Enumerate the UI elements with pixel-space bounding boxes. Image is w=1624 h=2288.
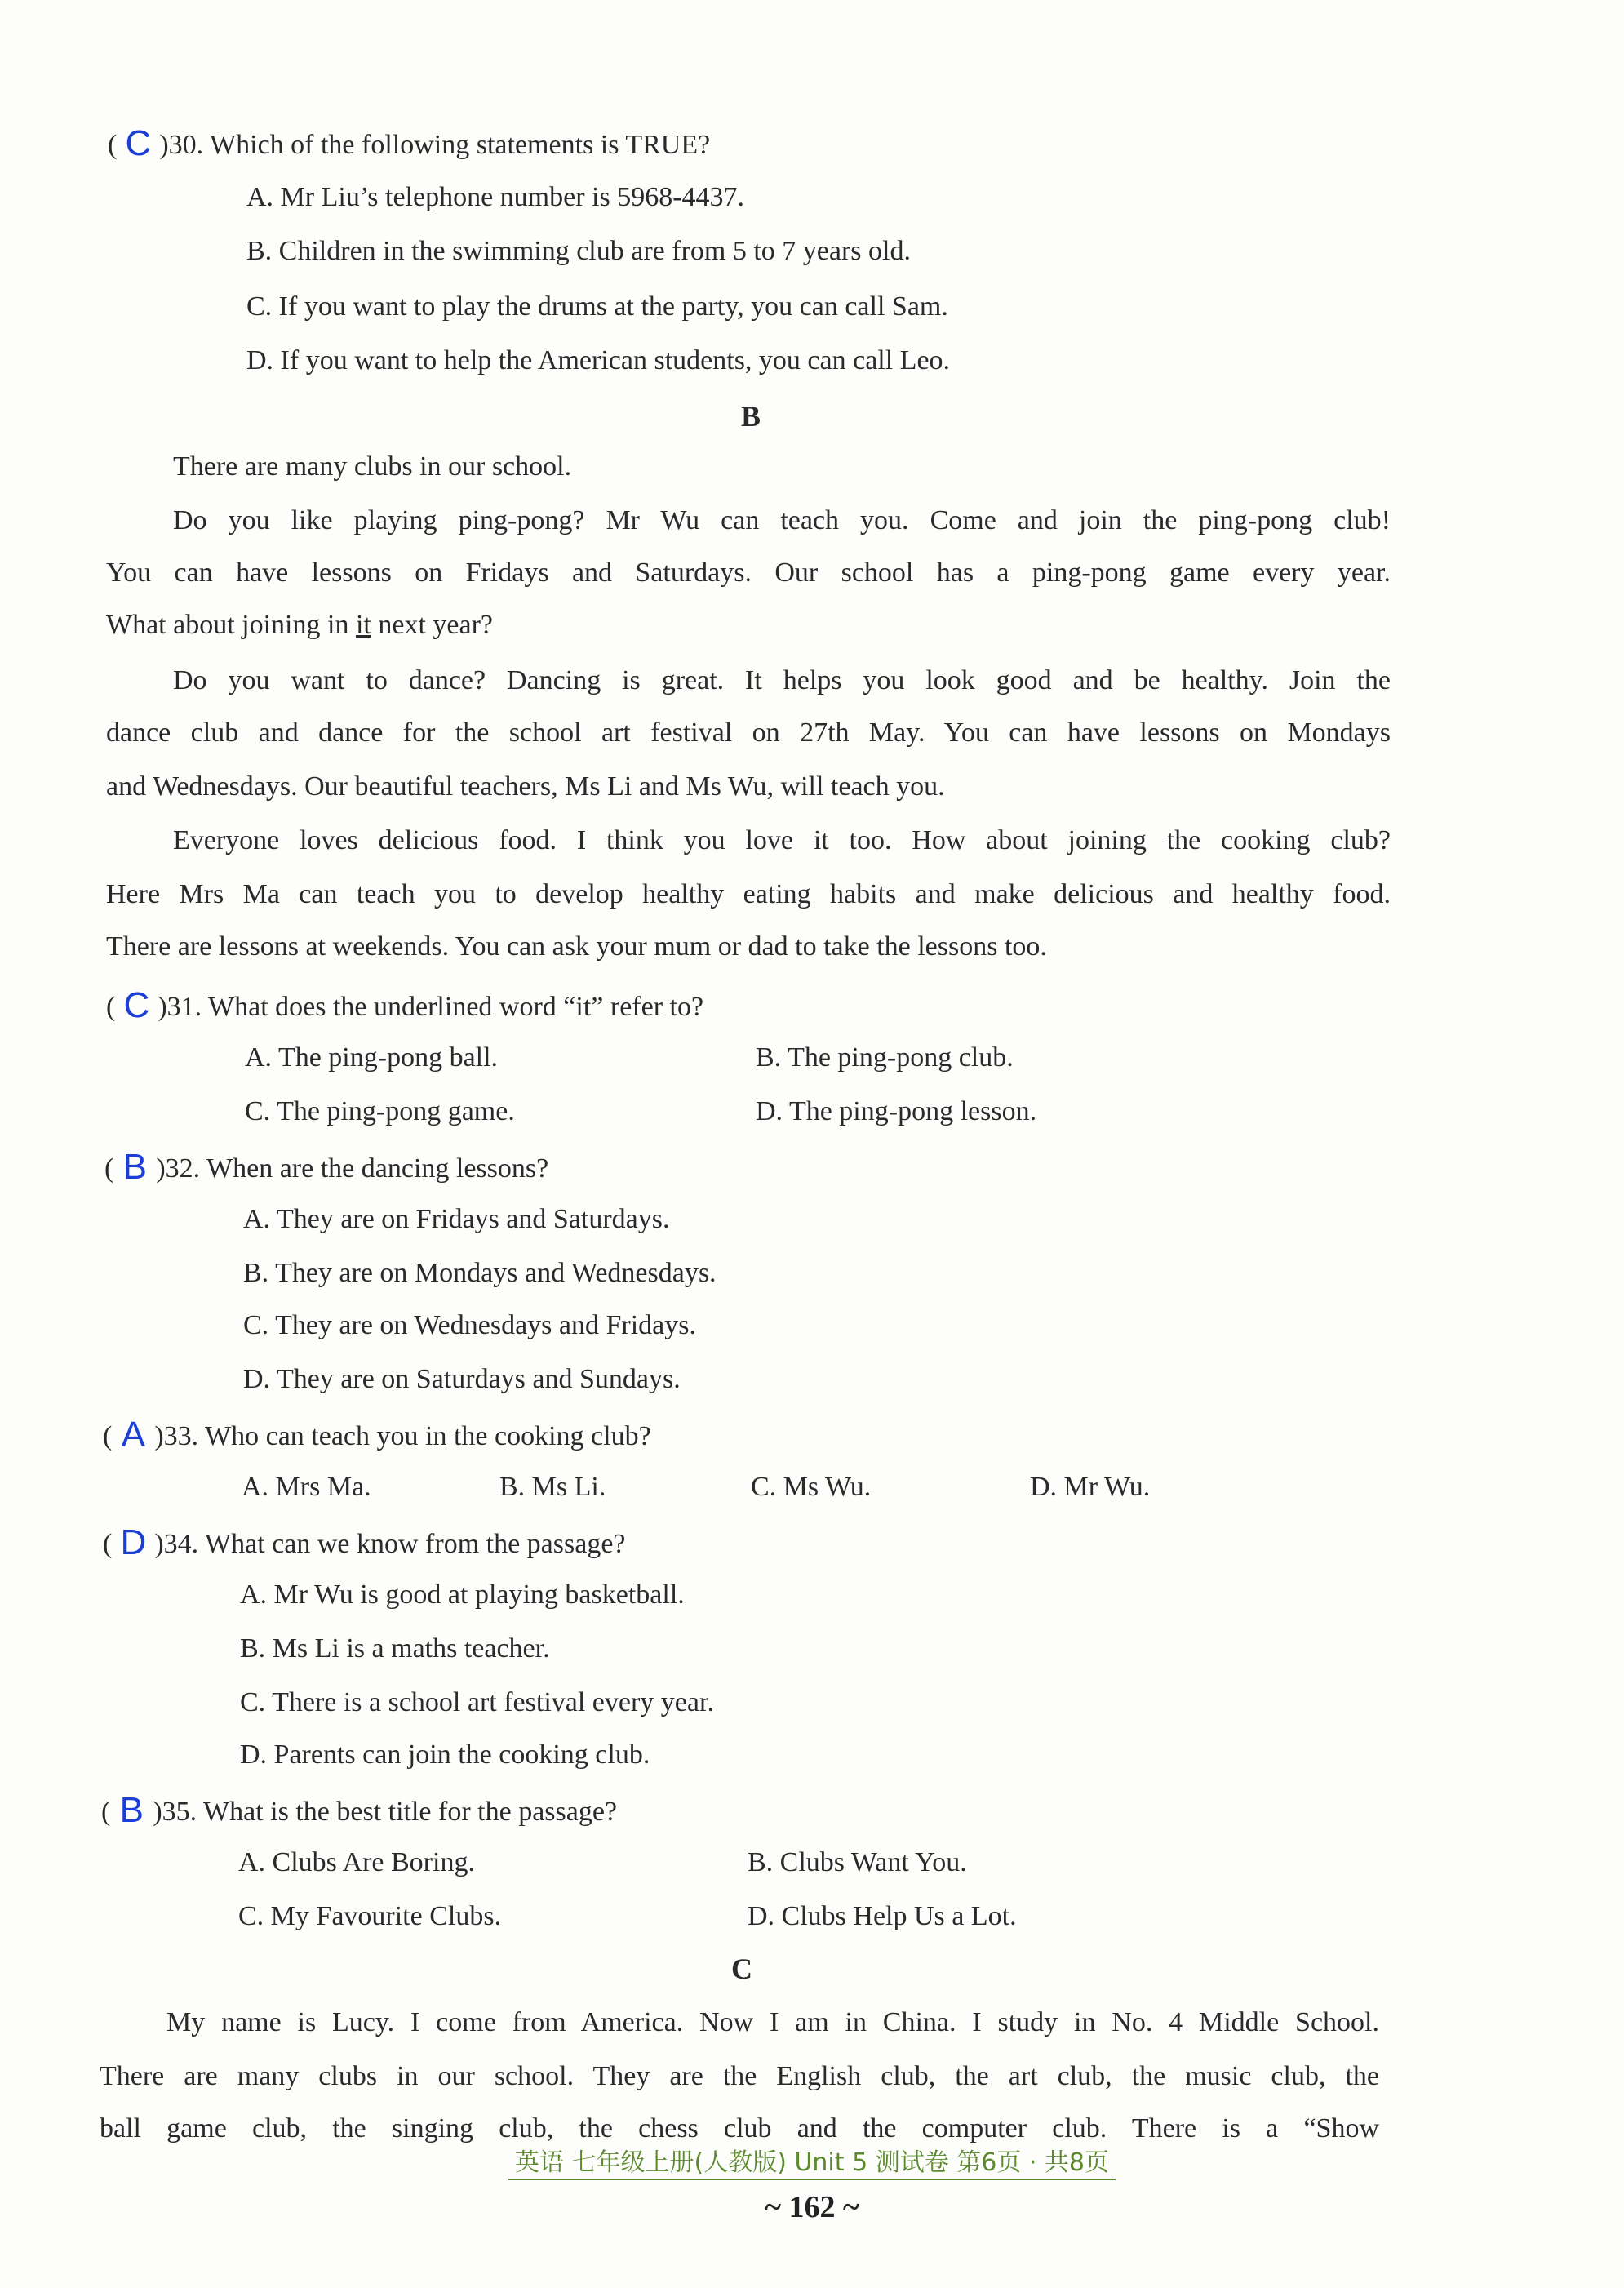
answer-31: C (123, 985, 150, 1025)
q35-option-a: A. Clubs Are Boring. (238, 1847, 475, 1877)
q32-option-c: C. They are on Wednesdays and Fridays. (243, 1310, 697, 1340)
q32-option-d: D. They are on Saturdays and Sundays. (243, 1364, 681, 1394)
footer-text: 英语 七年级上册(人教版) Unit 5 测试卷 第6页 · 共8页 (508, 2148, 1116, 2180)
q30-option-d: D. If you want to help the American students, you can call Leo. (246, 345, 951, 375)
section-b-para3-line1: Do you want to dance? Dancing is great. It helps you look good and be healthy. Join the (173, 665, 1391, 695)
page-number: ~ 162 ~ (765, 2190, 859, 2224)
q34-option-b: B. Ms Li is a maths teacher. (240, 1633, 550, 1664)
underlined-word-it: it (355, 610, 371, 640)
q31-option-d: D. The ping-pong lesson. (756, 1096, 1037, 1126)
section-c-line2: There are many clubs in our school. They are the English club, the art club, the music club, the (100, 2061, 1379, 2091)
q31-option-a: A. The ping-pong ball. (245, 1042, 499, 1073)
section-c-line3: ball game club, the singing club, the chess club and the computer club. There is a “Show (100, 2113, 1379, 2144)
question-33-stem: ( A )33. Who can teach you in the cooking club? (103, 1415, 651, 1455)
q34-option-d: D. Parents can join the cooking club. (240, 1739, 650, 1770)
answer-32: B (122, 1147, 147, 1187)
answer-34: D (120, 1522, 147, 1562)
section-b-para1: There are many clubs in our school. (173, 451, 572, 482)
section-c-heading: C (731, 1953, 752, 1985)
section-b-para4-line2: Here Mrs Ma can teach you to develop healthy eating habits and make delicious and healthy food. (106, 879, 1391, 909)
q35-option-d: D. Clubs Help Us a Lot. (748, 1901, 1017, 1931)
answer-35: B (119, 1790, 144, 1830)
section-b-para2-line1: Do you like playing ping-pong? Mr Wu can teach you. Come and join the ping-pong club! (173, 505, 1391, 535)
q32-option-b: B. They are on Mondays and Wednesdays. (243, 1258, 717, 1288)
section-b-para3-line3: and Wednesdays. Our beautiful teachers, Ms Li and Ms Wu, will teach you. (106, 771, 945, 802)
q31-option-b: B. The ping-pong club. (756, 1042, 1014, 1073)
q30-option-a: A. Mr Liu’s telephone number is 5968-4437. (246, 182, 745, 212)
q33-option-c: C. Ms Wu. (751, 1472, 872, 1502)
q30-option-c: C. If you want to play the drums at the party, you can call Sam. (246, 291, 948, 322)
q32-option-a: A. They are on Fridays and Saturdays. (243, 1204, 670, 1234)
question-34-stem: ( D )34. What can we know from the passage? (103, 1522, 626, 1562)
section-b-para2-line3: What about joining in it next year? (106, 610, 493, 640)
q34-option-a: A. Mr Wu is good at playing basketball. (240, 1579, 685, 1610)
page-footer (0, 2142, 1624, 2178)
section-c-line1: My name is Lucy. I come from America. Now I am in China. I study in No. 4 Middle School. (166, 2007, 1379, 2037)
q34-option-c: C. There is a school art festival every year. (240, 1687, 714, 1717)
section-b-para4-line3: There are lessons at weekends. You can ask your mum or dad to take the lessons too. (106, 931, 1047, 962)
q35-option-c: C. My Favourite Clubs. (238, 1901, 502, 1931)
section-b-para4-line1: Everyone loves delicious food. I think you love it too. How about joining the cooking club? (173, 825, 1391, 855)
answer-33: A (121, 1415, 145, 1455)
section-b-para2-line2: You can have lessons on Fridays and Saturdays. Our school has a ping-pong game every year. (106, 558, 1391, 588)
q33-option-b: B. Ms Li. (499, 1472, 606, 1502)
section-b-heading: B (741, 400, 761, 433)
question-30-stem: ( C )30. Which of the following statements is TRUE? (108, 123, 711, 163)
section-b-para3-line2: dance club and dance for the school art festival on 27th May. You can have lessons on Mondays (106, 717, 1391, 748)
answer-30: C (125, 123, 152, 163)
q33-option-d: D. Mr Wu. (1030, 1472, 1151, 1502)
question-32-stem: ( B )32. When are the dancing lessons? (104, 1147, 549, 1187)
q33-option-a: A. Mrs Ma. (242, 1472, 371, 1502)
q35-option-b: B. Clubs Want You. (748, 1847, 967, 1877)
question-31-stem: ( C )31. What does the underlined word “it” refer to? (106, 985, 704, 1025)
q30-option-b: B. Children in the swimming club are from 5 to 7 years old. (246, 236, 911, 266)
question-35-stem: ( B )35. What is the best title for the passage? (101, 1790, 618, 1830)
q31-option-c: C. The ping-pong game. (245, 1096, 515, 1126)
